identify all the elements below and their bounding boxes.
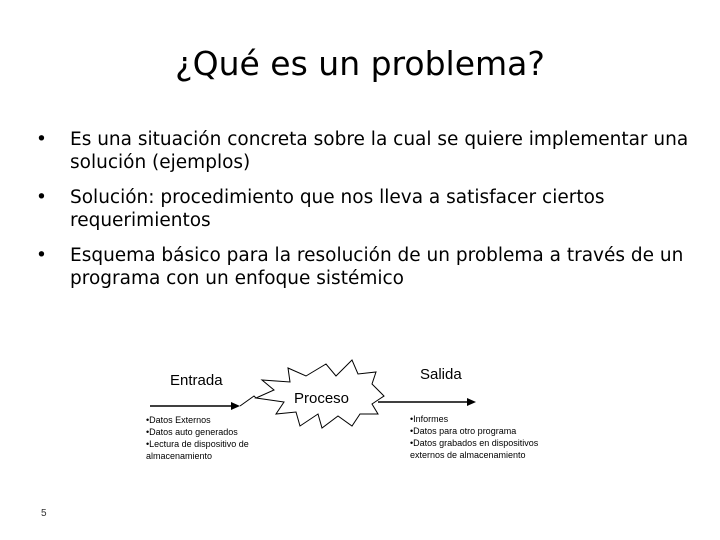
input-item: •Datos Externos xyxy=(146,415,211,425)
slide-title: ¿Qué es un problema? xyxy=(175,44,545,83)
output-label: Salida xyxy=(420,366,462,383)
input-item: •Datos auto generados xyxy=(146,427,238,437)
input-item: •Lectura de dispositivo de almacenamiento xyxy=(146,439,249,461)
output-arrow-head xyxy=(467,398,476,406)
input-items-list xyxy=(146,414,286,462)
process-label: Proceso xyxy=(294,390,350,407)
bullet-text: Solución: procedimiento que nos lleva a satisfacer ciertos requerimientos xyxy=(70,187,605,231)
input-label: Entrada xyxy=(170,372,223,389)
bullet-marker: • xyxy=(36,245,47,266)
bullet-marker: • xyxy=(36,129,47,150)
page-number: 5 xyxy=(41,508,47,519)
bullet-text: Es una situación concreta sobre la cual se quiere implementar una solución (ejemplos) xyxy=(70,129,689,173)
output-item: •Datos para otro programa xyxy=(410,426,517,436)
input-arrow-head xyxy=(231,402,240,410)
bullet-marker: • xyxy=(36,187,47,208)
output-item: •Informes xyxy=(410,414,449,424)
output-item: •Datos grabados en dispositivos externos de almacenamiento xyxy=(410,438,539,460)
output-items-list xyxy=(410,413,545,461)
bullet-text: Esquema básico para la resolución de un problema a través de un programa con un enfoque sistémico xyxy=(70,245,684,289)
input-connector-line xyxy=(240,396,256,406)
